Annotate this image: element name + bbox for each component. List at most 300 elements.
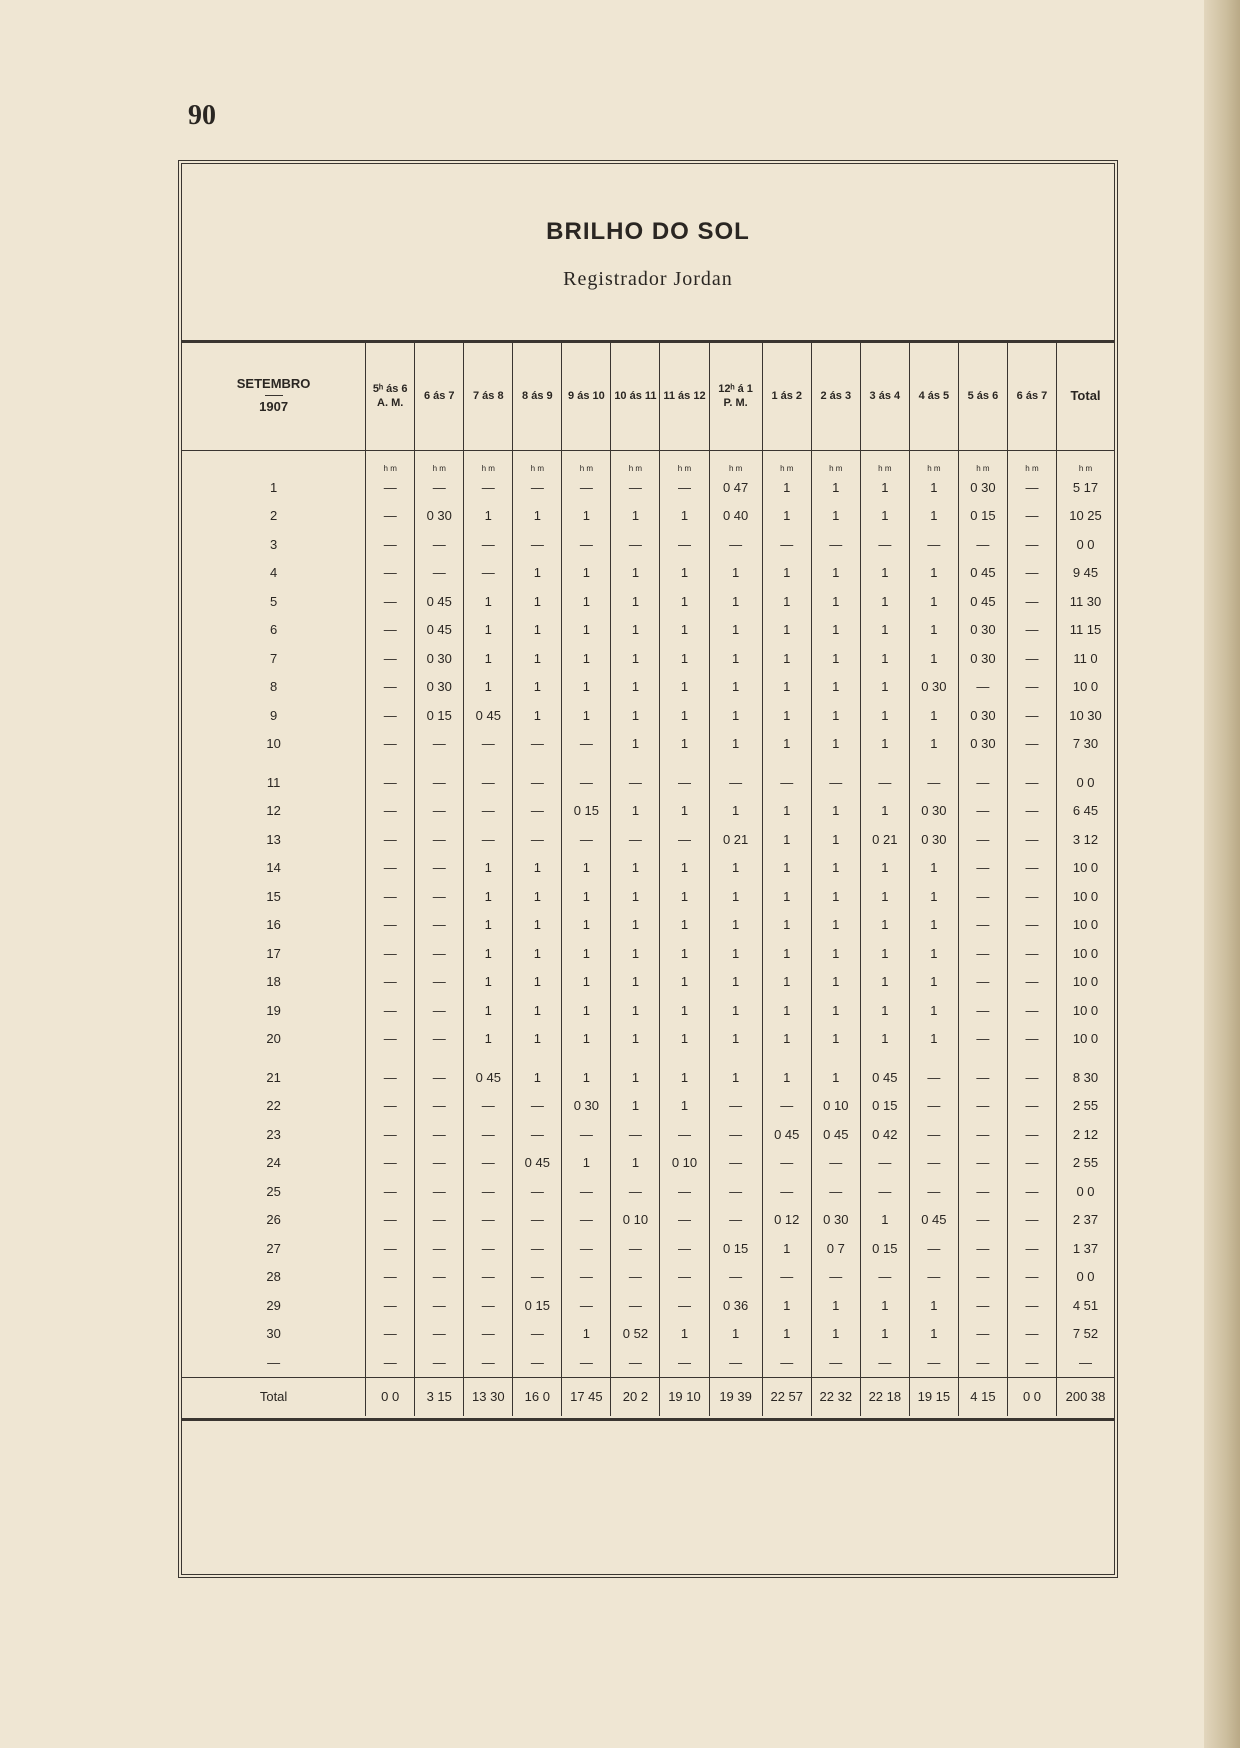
day-cell: — (267, 1354, 281, 1370)
hour-value-cell: — (660, 825, 709, 854)
hour-value-cell: 1 (909, 1291, 958, 1320)
hour-value-cell: 1 (464, 502, 513, 531)
hour-value-cell: — (464, 1291, 513, 1320)
unit-label: h m (811, 451, 860, 474)
hour-value-cell: — (562, 473, 611, 502)
hour-value-cell: — (958, 911, 1007, 940)
hour-value-cell: — (611, 1120, 660, 1149)
hour-value-cell: 1 (464, 673, 513, 702)
hour-value-cell: — (660, 1348, 709, 1377)
gap-cell (182, 758, 366, 768)
hour-value-cell: 0 15 (562, 797, 611, 826)
hour-value-cell: — (909, 1120, 958, 1149)
hour-value-cell: — (464, 1234, 513, 1263)
hour-value-cell: — (909, 1348, 958, 1377)
hour-value-cell: — (366, 854, 415, 883)
table-row (182, 587, 1114, 616)
hour-value-cell: — (611, 1348, 660, 1377)
row-total-cell: 6 45 (1057, 797, 1115, 826)
hour-value-cell: — (464, 825, 513, 854)
hour-value-cell: 1 (709, 1063, 762, 1092)
hour-value-cell: 1 (860, 911, 909, 940)
hour-value-cell: 1 (811, 939, 860, 968)
month-label: SETEMBRO (236, 376, 311, 392)
column-total-cell: 22 57 (762, 1377, 811, 1416)
hour-value-cell: — (366, 797, 415, 826)
hour-value-cell: — (1007, 1263, 1056, 1292)
hour-value-cell: — (660, 1263, 709, 1292)
hour-value-cell: 1 (762, 473, 811, 502)
hour-value-cell: — (464, 1320, 513, 1349)
table-row (182, 1206, 1114, 1235)
hour-value-cell: 1 (811, 882, 860, 911)
table-row (182, 701, 1114, 730)
hour-value-cell: 1 (464, 911, 513, 940)
hour-value-cell: 1 (709, 939, 762, 968)
hour-value-cell: 1 (464, 616, 513, 645)
hour-value-cell: 1 (660, 1320, 709, 1349)
hour-value-cell: 1 (562, 854, 611, 883)
row-total-cell: 2 12 (1057, 1120, 1115, 1149)
hour-value-cell: — (464, 1149, 513, 1178)
row-total-cell: 10 0 (1057, 1025, 1115, 1054)
hour-value-cell: 1 (513, 559, 562, 588)
hour-value-cell: 0 36 (709, 1291, 762, 1320)
table-row (182, 1291, 1114, 1320)
hour-value-cell: — (611, 473, 660, 502)
row-total-cell: 10 0 (1057, 911, 1115, 940)
day-cell: 17 (266, 945, 281, 961)
hour-value-cell: 1 (811, 502, 860, 531)
row-total-cell: 8 30 (1057, 1063, 1115, 1092)
hour-value-cell: 1 (762, 797, 811, 826)
gap-cell (709, 758, 762, 768)
hour-value-cell: 1 (860, 701, 909, 730)
hour-value-cell: 1 (562, 996, 611, 1025)
table-row (182, 996, 1114, 1025)
hour-value-cell: — (860, 768, 909, 797)
hour-value-cell: 0 30 (562, 1092, 611, 1121)
unit-label: h m (366, 451, 415, 474)
hour-value-cell: 1 (562, 1063, 611, 1092)
row-total-cell: 2 55 (1057, 1092, 1115, 1121)
hour-value-cell: — (562, 1206, 611, 1235)
hour-value-cell: 1 (709, 616, 762, 645)
hour-value-cell: 1 (611, 1092, 660, 1121)
hour-value-cell: 1 (660, 701, 709, 730)
hour-value-cell: 1 (611, 882, 660, 911)
hour-value-cell: 1 (660, 882, 709, 911)
hour-value-cell: — (464, 1177, 513, 1206)
hour-value-cell: 0 30 (958, 616, 1007, 645)
day-cell: 14 (266, 860, 281, 876)
hour-value-cell: 1 (513, 911, 562, 940)
group-gap (182, 758, 1114, 768)
hour-value-cell: — (762, 1263, 811, 1292)
unit-label: h m (762, 451, 811, 474)
hour-value-cell: — (958, 1263, 1007, 1292)
unit-label: h m (1007, 451, 1056, 474)
hour-value-cell: — (1007, 1348, 1056, 1377)
hour-value-cell: — (1007, 797, 1056, 826)
hour-value-cell: — (562, 1120, 611, 1149)
hour-value-cell: — (366, 882, 415, 911)
hour-range-label: 9 ás 10 (568, 389, 605, 402)
gap-cell (811, 1053, 860, 1063)
hour-value-cell: — (366, 587, 415, 616)
gap-cell (1057, 1053, 1115, 1063)
hour-value-cell: 1 (611, 559, 660, 588)
hour-value-cell: 1 (660, 502, 709, 531)
hour-value-cell: — (415, 473, 464, 502)
hour-value-cell: 1 (909, 502, 958, 531)
hour-value-cell: — (366, 530, 415, 559)
hour-value-cell: — (909, 1149, 958, 1178)
row-total-cell: 10 0 (1057, 673, 1115, 702)
hour-value-cell: 0 47 (709, 473, 762, 502)
hour-value-cell: — (660, 1206, 709, 1235)
table-row (182, 911, 1114, 940)
hour-value-cell: — (860, 1348, 909, 1377)
hour-header (1007, 342, 1056, 451)
gap-cell (415, 758, 464, 768)
table-row (182, 968, 1114, 997)
hour-value-cell: — (415, 1063, 464, 1092)
row-total-cell: 2 55 (1057, 1149, 1115, 1178)
hour-value-cell: — (464, 1348, 513, 1377)
hour-value-cell: 0 45 (415, 616, 464, 645)
hour-value-cell: 1 (611, 701, 660, 730)
hour-value-cell: — (1007, 1063, 1056, 1092)
hour-value-cell: 1 (562, 1149, 611, 1178)
hour-value-cell: 1 (660, 673, 709, 702)
sunshine-table (182, 342, 1114, 1416)
hour-value-cell: 1 (762, 701, 811, 730)
hour-range-label: 11 ás 12 (663, 389, 706, 402)
row-total-cell: 0 0 (1057, 1263, 1115, 1292)
column-total-cell: 20 2 (611, 1377, 660, 1416)
hour-value-cell: 1 (860, 1291, 909, 1320)
hour-value-cell: — (762, 1092, 811, 1121)
table-row (182, 502, 1114, 531)
hour-value-cell: 0 30 (958, 701, 1007, 730)
table-row (182, 1149, 1114, 1178)
hour-value-cell: — (958, 854, 1007, 883)
hour-value-cell: — (1007, 968, 1056, 997)
hour-value-cell: 1 (762, 1320, 811, 1349)
row-total-cell: 11 15 (1057, 616, 1115, 645)
hour-value-cell: 0 45 (860, 1063, 909, 1092)
hour-value-cell: — (415, 996, 464, 1025)
hour-value-cell: — (958, 768, 1007, 797)
hour-value-cell: — (1007, 1177, 1056, 1206)
hour-value-cell: 0 12 (762, 1206, 811, 1235)
hour-value-cell: — (958, 797, 1007, 826)
hour-value-cell: 0 15 (513, 1291, 562, 1320)
hour-value-cell: 1 (611, 587, 660, 616)
gap-cell (762, 1053, 811, 1063)
table-row (182, 616, 1114, 645)
hour-value-cell: — (562, 768, 611, 797)
unit-label: h m (513, 451, 562, 474)
hour-value-cell: — (660, 1234, 709, 1263)
row-total-cell: 7 30 (1057, 730, 1115, 759)
hour-value-cell: 1 (811, 644, 860, 673)
hour-value-cell: — (1007, 854, 1056, 883)
hour-value-cell: — (1007, 882, 1056, 911)
hour-value-cell: 1 (513, 996, 562, 1025)
hour-value-cell: 1 (709, 911, 762, 940)
column-total-cell: 13 30 (464, 1377, 513, 1416)
hour-value-cell: — (562, 1348, 611, 1377)
hour-value-cell: — (811, 530, 860, 559)
day-cell: 2 (269, 508, 278, 524)
hour-value-cell: — (366, 825, 415, 854)
hour-value-cell: 1 (709, 996, 762, 1025)
hour-value-cell: 1 (909, 701, 958, 730)
hour-value-cell: 1 (762, 502, 811, 531)
hour-value-cell: — (958, 1320, 1007, 1349)
hour-value-cell: — (611, 1177, 660, 1206)
gap-cell (958, 758, 1007, 768)
hour-value-cell: — (464, 473, 513, 502)
hour-value-cell: 1 (709, 797, 762, 826)
hour-range-label: 6 ás 7 (423, 389, 455, 402)
table-row (182, 1234, 1114, 1263)
hour-value-cell: — (415, 854, 464, 883)
unit-label: h m (1057, 451, 1115, 474)
units-blank (182, 451, 366, 474)
hour-value-cell: — (366, 1063, 415, 1092)
hour-value-cell: 1 (709, 968, 762, 997)
hour-value-cell: — (366, 1206, 415, 1235)
column-total-cell: 0 0 (366, 1377, 415, 1416)
page-edge (1204, 0, 1240, 1748)
hour-value-cell: 1 (513, 939, 562, 968)
hour-value-cell: 0 30 (909, 673, 958, 702)
hour-value-cell: — (1007, 1291, 1056, 1320)
hour-value-cell: — (513, 797, 562, 826)
hour-value-cell: 1 (860, 587, 909, 616)
hour-value-cell: 1 (513, 616, 562, 645)
hour-value-cell: 0 45 (958, 587, 1007, 616)
hour-value-cell: — (1007, 502, 1056, 531)
hour-value-cell: — (1007, 644, 1056, 673)
hour-value-cell: — (1007, 1206, 1056, 1235)
hour-range-label: 2 ás 3 (820, 389, 852, 402)
hour-value-cell: — (958, 1063, 1007, 1092)
hour-value-cell: 1 (811, 825, 860, 854)
hour-value-cell: 1 (860, 730, 909, 759)
column-total-cell: 16 0 (513, 1377, 562, 1416)
title-block (182, 164, 1114, 343)
hour-value-cell: — (762, 768, 811, 797)
gap-cell (1007, 1053, 1056, 1063)
hour-value-cell: 1 (660, 797, 709, 826)
hour-value-cell: 1 (660, 911, 709, 940)
hour-value-cell: 1 (909, 587, 958, 616)
hour-value-cell: 1 (860, 473, 909, 502)
hour-value-cell: — (909, 1092, 958, 1121)
hour-value-cell: — (415, 530, 464, 559)
hour-value-cell: 1 (811, 797, 860, 826)
table-row (182, 473, 1114, 502)
hour-value-cell: — (660, 1177, 709, 1206)
hour-value-cell: 1 (811, 996, 860, 1025)
hour-value-cell: — (660, 1291, 709, 1320)
year-label: 1907 (259, 399, 289, 414)
hour-value-cell: 1 (611, 644, 660, 673)
hour-value-cell: — (958, 1092, 1007, 1121)
hour-value-cell: 1 (909, 968, 958, 997)
hour-value-cell: — (513, 768, 562, 797)
hour-value-cell: — (1007, 673, 1056, 702)
hour-value-cell: 1 (860, 559, 909, 588)
hour-value-cell: — (958, 1149, 1007, 1178)
hour-value-cell: 1 (909, 730, 958, 759)
hour-value-cell: — (366, 473, 415, 502)
hour-value-cell: 1 (709, 1320, 762, 1349)
hour-value-cell: — (415, 559, 464, 588)
hour-value-cell: 0 21 (709, 825, 762, 854)
hour-value-cell: 0 15 (415, 701, 464, 730)
hour-value-cell: 0 30 (415, 673, 464, 702)
row-total-cell: 4 51 (1057, 1291, 1115, 1320)
gap-cell (513, 758, 562, 768)
unit-label: h m (415, 451, 464, 474)
month-rule (265, 395, 283, 396)
hour-value-cell: — (464, 768, 513, 797)
hour-value-cell: 1 (860, 939, 909, 968)
hour-value-cell: 1 (513, 701, 562, 730)
hour-value-cell: 1 (464, 882, 513, 911)
hour-value-cell: 1 (660, 968, 709, 997)
hour-value-cell: — (1007, 1234, 1056, 1263)
hour-range-label: 10 ás 11 (614, 389, 657, 402)
hour-value-cell: — (811, 768, 860, 797)
hour-value-cell: 0 52 (611, 1320, 660, 1349)
gap-cell (1007, 758, 1056, 768)
row-total-cell: 10 0 (1057, 996, 1115, 1025)
hour-value-cell: 0 30 (415, 644, 464, 673)
hour-value-cell: — (415, 797, 464, 826)
row-total-cell: 9 45 (1057, 559, 1115, 588)
hour-value-cell: 1 (660, 644, 709, 673)
hour-value-cell: 0 45 (464, 1063, 513, 1092)
gap-cell (464, 758, 513, 768)
hour-value-cell: — (709, 1177, 762, 1206)
gap-cell (860, 758, 909, 768)
hour-value-cell: — (1007, 587, 1056, 616)
hour-value-cell: — (415, 1206, 464, 1235)
hour-value-cell: 1 (562, 1320, 611, 1349)
gap-cell (415, 1053, 464, 1063)
gap-cell (860, 1053, 909, 1063)
hour-value-cell: — (709, 1149, 762, 1178)
table-row (182, 559, 1114, 588)
hour-value-cell: 1 (762, 644, 811, 673)
table-row (182, 854, 1114, 883)
gap-cell (464, 1053, 513, 1063)
hour-value-cell: — (415, 1348, 464, 1377)
hour-value-cell: — (366, 1291, 415, 1320)
hour-value-cell: 1 (811, 1291, 860, 1320)
unit-label: h m (709, 451, 762, 474)
hour-value-cell: 1 (709, 730, 762, 759)
hour-value-cell: 1 (513, 1025, 562, 1054)
hour-value-cell: 0 15 (709, 1234, 762, 1263)
hour-value-cell: — (366, 968, 415, 997)
hour-value-cell: 1 (762, 854, 811, 883)
hour-value-cell: 1 (513, 644, 562, 673)
hour-value-cell: 0 15 (958, 502, 1007, 531)
hour-value-cell: 1 (562, 502, 611, 531)
day-cell: 18 (266, 974, 281, 990)
hour-value-cell: — (1007, 1092, 1056, 1121)
hour-value-cell: 1 (909, 1025, 958, 1054)
hour-value-cell: — (709, 1263, 762, 1292)
hour-value-cell: 1 (860, 673, 909, 702)
hour-value-cell: — (415, 1320, 464, 1349)
day-cell: 21 (266, 1069, 281, 1085)
hour-value-cell: 1 (611, 996, 660, 1025)
gap-cell (660, 758, 709, 768)
hour-value-cell: — (415, 1149, 464, 1178)
hour-value-cell: — (415, 1120, 464, 1149)
hour-header (415, 342, 464, 451)
row-total-cell: 10 30 (1057, 701, 1115, 730)
hour-value-cell: 1 (811, 473, 860, 502)
hour-value-cell: 1 (611, 616, 660, 645)
hour-value-cell: — (415, 1092, 464, 1121)
hour-value-cell: 1 (562, 559, 611, 588)
hour-value-cell: 0 30 (958, 730, 1007, 759)
table-row (182, 1177, 1114, 1206)
hour-value-cell: 1 (562, 968, 611, 997)
hour-value-cell: — (762, 530, 811, 559)
page-number: 90 (188, 100, 216, 131)
table-row (182, 1120, 1114, 1149)
gap-cell (182, 1053, 366, 1063)
table-row (182, 882, 1114, 911)
hour-value-cell: 1 (611, 797, 660, 826)
header-row (182, 342, 1114, 451)
hour-value-cell: 1 (811, 701, 860, 730)
hour-value-cell: 1 (513, 1063, 562, 1092)
hour-value-cell: — (366, 768, 415, 797)
hour-value-cell: 1 (562, 587, 611, 616)
column-total-cell: 17 45 (562, 1377, 611, 1416)
hour-range-label: 4 ás 5 (918, 389, 950, 402)
hour-value-cell: 1 (464, 854, 513, 883)
hour-value-cell: 1 (660, 996, 709, 1025)
gap-cell (811, 758, 860, 768)
day-cell: 23 (266, 1126, 281, 1142)
hour-value-cell: 1 (811, 730, 860, 759)
hour-value-cell: 1 (562, 939, 611, 968)
day-cell: 5 (269, 593, 278, 609)
column-total-cell: 4 15 (958, 1377, 1007, 1416)
hour-value-cell: — (1007, 939, 1056, 968)
hour-value-cell: — (366, 1092, 415, 1121)
hour-value-cell: 1 (860, 968, 909, 997)
page-subtitle: Registrador Jordan (563, 268, 733, 290)
hour-value-cell: 1 (660, 1025, 709, 1054)
hour-value-cell: — (1007, 530, 1056, 559)
unit-label: h m (860, 451, 909, 474)
hour-value-cell: — (909, 768, 958, 797)
hour-value-cell: 1 (860, 616, 909, 645)
